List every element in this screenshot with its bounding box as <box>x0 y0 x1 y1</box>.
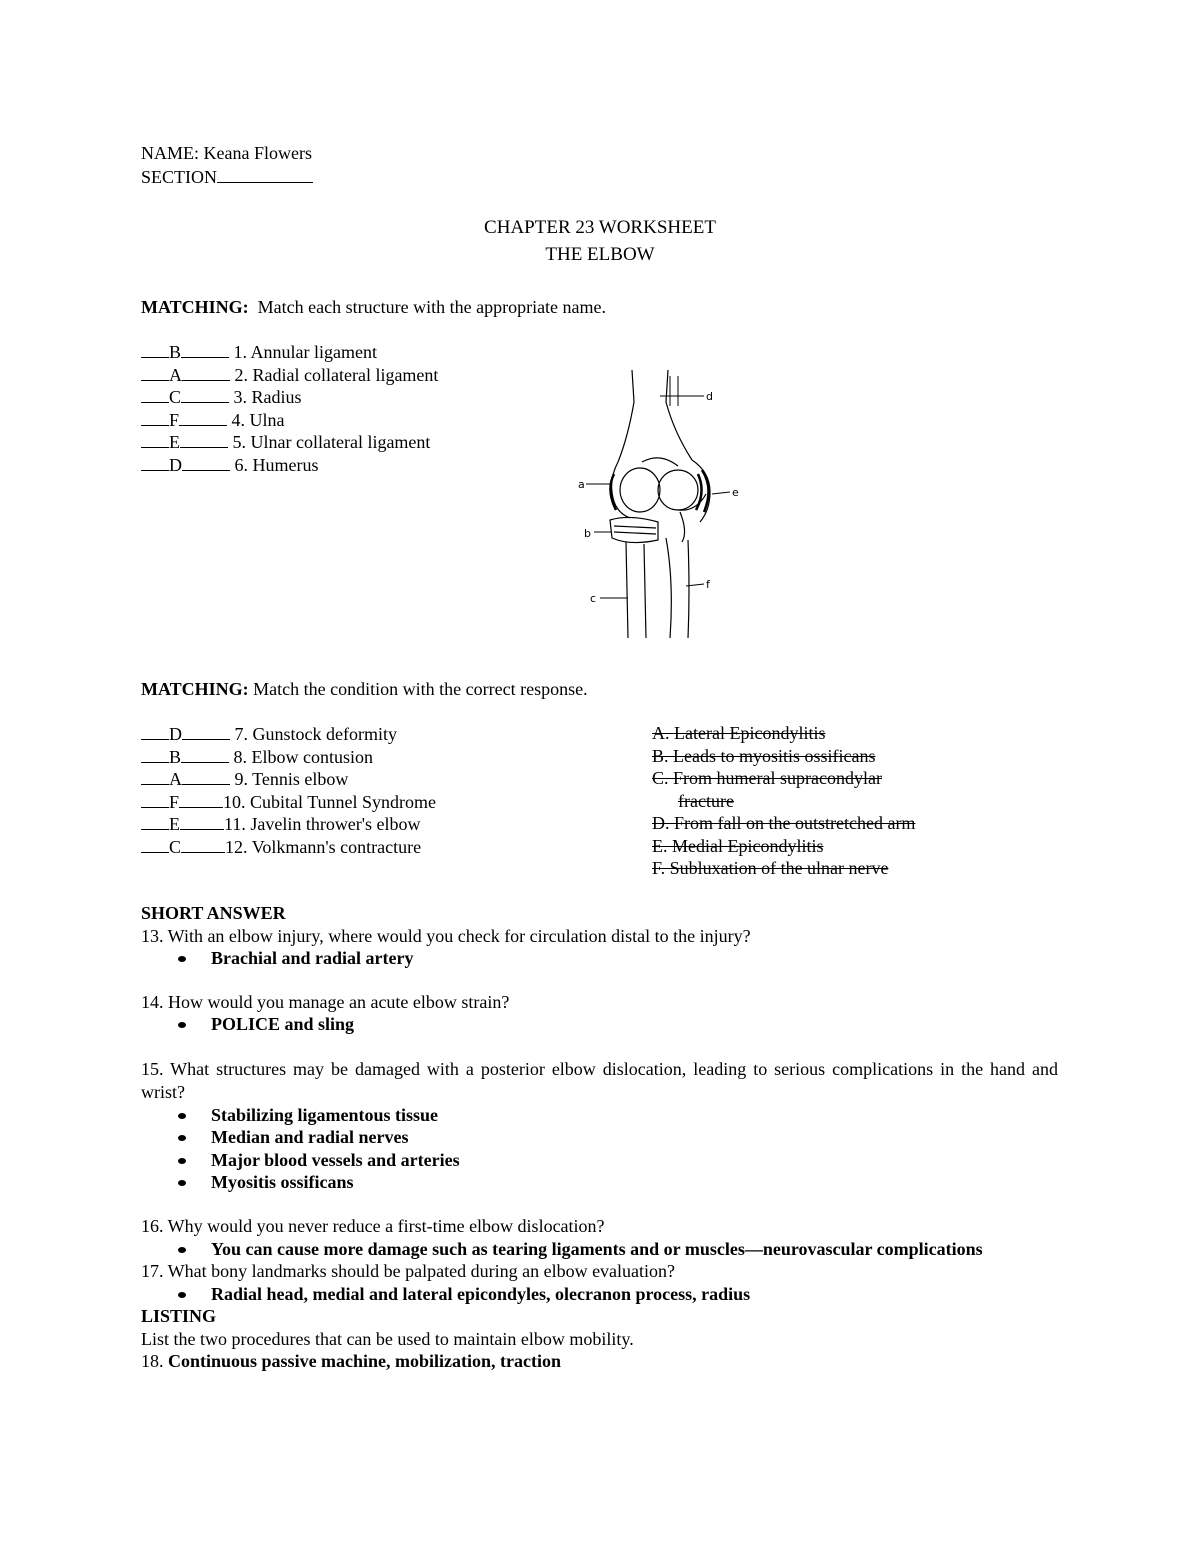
bullet-icon <box>178 1135 186 1141</box>
bullet-icon <box>178 1247 186 1253</box>
answer-15-item: Median and radial nerves <box>211 1126 409 1149</box>
figure-label-f: f <box>706 578 710 591</box>
answer-13: Brachial and radial artery <box>211 947 413 970</box>
section-line <box>141 165 313 189</box>
figure-label-d: d <box>706 390 713 403</box>
matching2-item <box>141 790 436 813</box>
figure-label-e: e <box>732 486 739 499</box>
match-answer: D <box>169 724 182 744</box>
question-14: 14. How would you manage an acute elbow strain? <box>141 992 510 1012</box>
matching2-heading: MATCHING: <box>141 679 249 699</box>
match-answer: E <box>169 814 180 834</box>
matching1-item <box>141 453 438 476</box>
listing-heading: LISTING <box>141 1306 217 1326</box>
bullet-icon <box>178 1022 186 1028</box>
match-label: 1. Annular ligament <box>233 342 377 362</box>
matching1-item <box>141 408 438 431</box>
matching1-item <box>141 340 438 363</box>
matching2-instructions <box>141 678 588 701</box>
bullet-icon <box>178 1158 186 1164</box>
match-label: 3. Radius <box>233 387 302 407</box>
matching2-options <box>652 722 915 880</box>
option-item: E. Medial Epicondylitis <box>652 835 824 856</box>
matching2-item <box>141 722 436 745</box>
match-answer: C <box>169 836 182 857</box>
bullet-icon <box>178 1180 186 1186</box>
match-answer: A <box>169 364 182 385</box>
match-label: 6. Humerus <box>234 454 319 475</box>
matching2-item <box>141 745 436 768</box>
matching1-heading: MATCHING: <box>141 297 249 317</box>
bullet-icon <box>178 1113 186 1119</box>
match-label: 7. Gunstock deformity <box>234 724 397 744</box>
answer-15-item: Myositis ossificans <box>211 1171 354 1194</box>
match-label: 2. Radial collateral ligament <box>234 364 439 385</box>
section-blank <box>217 165 313 183</box>
answer-14: POLICE and sling <box>211 1013 354 1036</box>
match-label: 8. Elbow contusion <box>233 746 374 767</box>
option-item: C. From humeral supracondylar <box>652 768 882 788</box>
match-answer: B <box>169 746 182 767</box>
option-item: A. Lateral Epicondylitis <box>652 723 826 743</box>
question-15: 15. What structures may be damaged with a posterior elbow dislocation, leading to serious complications in the hand and wrist? <box>141 1059 1058 1102</box>
matching2-item <box>141 767 436 790</box>
answer-16: You can cause more damage such as tearing ligaments and or muscles—neurovascular complications <box>211 1238 983 1261</box>
page-title: CHAPTER 23 WORKSHEET <box>484 217 716 238</box>
listing-instruction: List the two procedures that can be used to maintain elbow mobility. <box>141 1329 634 1349</box>
match-label: 4. Ulna <box>231 409 285 430</box>
question-17: 17. What bony landmarks should be palpated during an elbow evaluation? <box>141 1261 676 1281</box>
match-answer: E <box>169 432 180 452</box>
matching2-instruction: Match the condition with the correct response. <box>253 679 588 699</box>
question-13: 13. With an elbow injury, where would you check for circulation distal to the injury? <box>141 926 751 946</box>
short-answer-heading: SHORT ANSWER <box>141 903 286 923</box>
elbow-diagram <box>570 362 750 642</box>
figure-label-b: b <box>584 527 591 540</box>
option-item: D. From fall on the outstretched arm <box>652 813 916 833</box>
matching1-instructions <box>141 296 606 319</box>
page-subtitle: THE ELBOW <box>545 244 655 265</box>
match-label: 10. Cubital Tunnel Syndrome <box>223 791 437 812</box>
answer-17: Radial head, medial and lateral epicondyles, olecranon process, radius <box>211 1283 750 1306</box>
matching2-list <box>141 722 436 857</box>
answer-18-text: Continuous passive machine, mobilization, traction <box>168 1351 562 1371</box>
section-label: SECTION <box>141 167 217 187</box>
matching2-item <box>141 835 436 858</box>
figure-label-c: c <box>590 592 597 605</box>
match-answer: B <box>169 342 182 362</box>
match-label: 9. Tennis elbow <box>234 769 349 789</box>
match-answer: A <box>169 769 182 789</box>
option-item: F. Subluxation of the ulnar nerve <box>652 858 889 878</box>
match-answer: D <box>169 454 182 475</box>
question-18-number: 18. <box>141 1351 164 1371</box>
matching1-item <box>141 363 438 386</box>
bullet-icon <box>178 956 186 962</box>
answer-15-item: Stabilizing ligamentous tissue <box>211 1104 438 1127</box>
option-item-continued: fracture <box>678 790 734 811</box>
match-label: 5. Ulnar collateral ligament <box>232 432 431 452</box>
name-line: NAME: Keana Flowers <box>141 143 312 163</box>
matching1-item <box>141 430 438 453</box>
matching1-list <box>141 340 438 475</box>
match-label: 11. Javelin thrower's elbow <box>224 814 421 834</box>
figure-label-a: a <box>578 478 585 491</box>
bullet-icon <box>178 1292 186 1298</box>
match-answer: F <box>169 791 180 812</box>
answer-15-item: Major blood vessels and arteries <box>211 1149 460 1172</box>
match-answer: F <box>169 409 180 430</box>
match-answer: C <box>169 387 182 407</box>
option-item: B. Leads to myositis ossificans <box>652 745 876 766</box>
matching1-item <box>141 385 438 408</box>
answer-18 <box>141 1350 561 1373</box>
question-16: 16. Why would you never reduce a first-time elbow dislocation? <box>141 1216 605 1236</box>
matching1-instruction: Match each structure with the appropriate name. <box>257 297 607 317</box>
matching2-item <box>141 812 436 835</box>
match-label: 12. Volkmann's contracture <box>225 836 422 857</box>
